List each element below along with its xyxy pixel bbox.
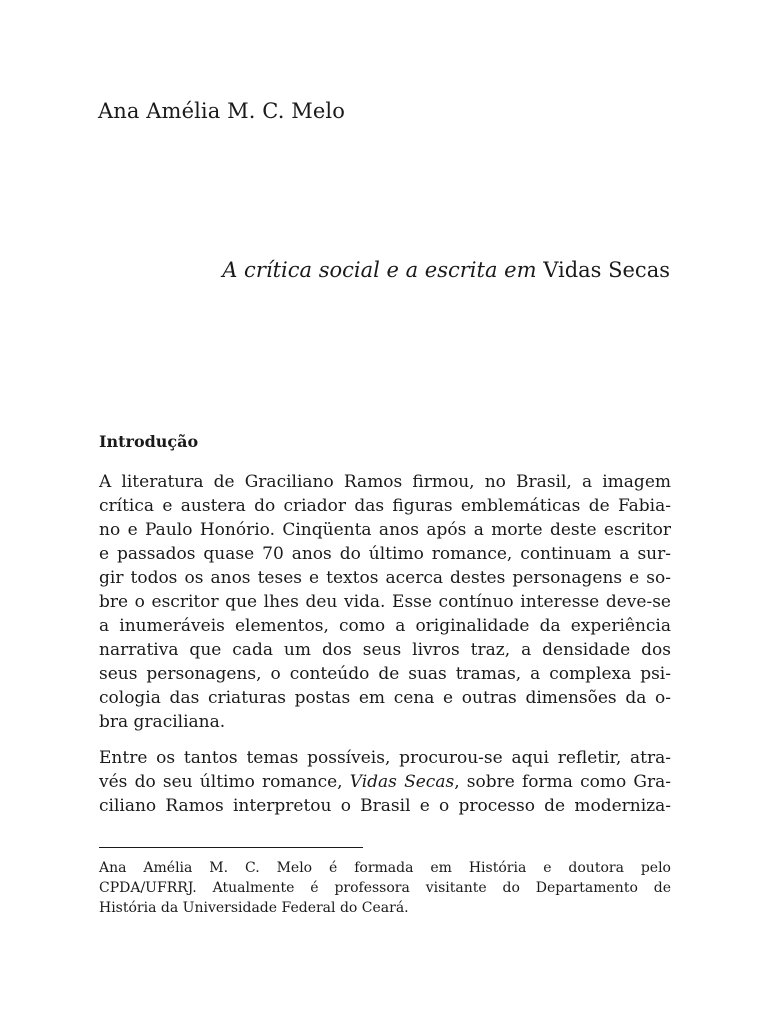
footnote-line: Ana Amélia M. C. Melo é formada em História e doutora pelo xyxy=(99,860,671,876)
paragraph-1-line: seus personagens, o conteúdo de suas tramas, a complexa psi- xyxy=(99,664,671,684)
paragraph-1-line: crítica e austera do criador das figuras emblemáticas de Fabia- xyxy=(99,496,671,516)
paragraph-1 xyxy=(99,470,671,734)
paragraph-1-line: e passados quase 70 anos do último romance, continuam a sur- xyxy=(99,544,671,564)
footnote-divider xyxy=(99,847,363,848)
footnote xyxy=(99,858,671,918)
paragraph-1-line: gir todos os anos teses e textos acerca destes personagens e so- xyxy=(99,568,671,588)
paragraph-1-line: cologia das criaturas postas em cena e outras dimensões da o- xyxy=(99,688,671,708)
paragraph-1-line: bra graciliana. xyxy=(99,712,226,732)
paragraph-2-line: ciliano Ramos interpretou o Brasil e o processo de moderniza- xyxy=(99,796,671,816)
paragraph-2-line: Entre os tantos temas possíveis, procurou-se aqui refletir, atra- xyxy=(99,748,671,768)
paragraph-1-line: no e Paulo Honório. Cinqüenta anos após a morte deste escritor xyxy=(99,520,671,540)
footnote-line: CPDA/UFRRJ. Atualmente é professora visitante do Departamento de xyxy=(99,880,671,896)
book-title-italic: Vidas Secas xyxy=(349,772,455,792)
paragraph-1-line: A literatura de Graciliano Ramos firmou, no Brasil, a imagem xyxy=(99,472,671,492)
section-heading: Introdução xyxy=(99,432,199,451)
paragraph-2-text: , sobre forma como Gra- xyxy=(454,772,671,792)
author-name: Ana Amélia M. C. Melo xyxy=(98,99,345,123)
paragraph-1-line: a inumeráveis elementos, como a originalidade da experiência xyxy=(99,616,671,636)
article-title xyxy=(222,258,670,282)
paragraph-2 xyxy=(99,746,671,818)
paragraph-2-text: vés do seu último romance, xyxy=(99,772,350,792)
paragraph-2-line xyxy=(99,770,671,794)
footnote-line: História da Universidade Federal do Ceará. xyxy=(99,900,409,916)
paragraph-1-line: bre o escritor que lhes deu vida. Esse contínuo interesse deve-se xyxy=(99,592,671,612)
title-book-name: Vidas Secas xyxy=(543,258,670,282)
paragraph-1-line: narrativa que cada um dos seus livros traz, a densidade dos xyxy=(99,640,671,660)
title-italic-part: A crítica social e a escrita em xyxy=(222,258,537,282)
